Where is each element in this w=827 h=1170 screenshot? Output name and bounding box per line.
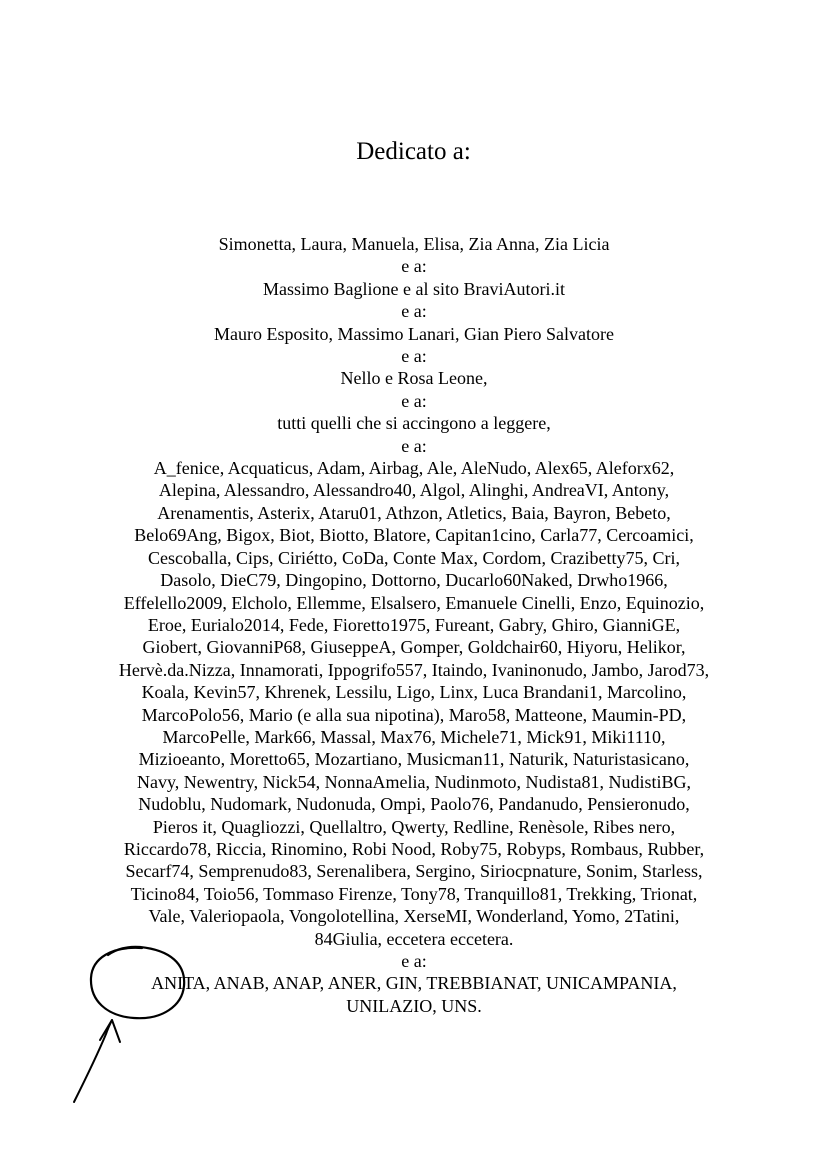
dedication-line: Vale, Valeriopaola, Vongolotellina, XerseMI, Wonderland, Yomo, 2Tatini, bbox=[148, 906, 680, 927]
dedication-line: A_fenice, Acquaticus, Adam, Airbag, Ale, AleNudo, Alex65, Aleforx62, bbox=[153, 458, 675, 479]
dedication-line: tutti quelli che si accingono a leggere, bbox=[277, 413, 551, 434]
dedication-line: Cescoballa, Cips, Ciriétto, CoDa, Conte Max, Cordom, Crazibetty75, Cri, bbox=[148, 547, 680, 568]
dedication-line: e a: bbox=[401, 951, 427, 971]
dedication-line: Alepina, Alessandro, Alessandro40, Algol, Alinghi, AndreaVI, Antony, bbox=[158, 480, 670, 501]
dedication-line: Riccardo78, Riccia, Rinomino, Robi Nood, Roby75, Robyps, Rombaus, Rubber, bbox=[123, 838, 705, 859]
dedication-line: Navy, Newentry, Nick54, NonnaAmelia, Nudinmoto, Nudista81, NudistiBG, bbox=[136, 771, 692, 792]
dedication-line: e a: bbox=[401, 301, 427, 322]
dedication-list bbox=[84, 233, 744, 1017]
dedication-line: Hervè.da.Nizza, Innamorati, Ippogrifo557, Itaindo, Ivaninonudo, Jambo, Jarod73, bbox=[118, 659, 710, 680]
dedication-line: Simonetta, Laura, Manuela, Elisa, Zia Anna, Zia Licia bbox=[218, 234, 610, 254]
dedication-line: Mauro Esposito, Massimo Lanari, Gian Piero Salvatore bbox=[214, 323, 614, 344]
dedication-line: Belo69Ang, Bigox, Biot, Biotto, Blatore, Capitan1cino, Carla77, Cercoamici, bbox=[134, 525, 694, 546]
dedication-line: MarcoPolo56, Mario (e alla sua nipotina), Maro58, Matteone, Maumin-PD, bbox=[141, 704, 687, 725]
dedication-line: Nudoblu, Nudomark, Nudonuda, Ompi, Paolo76, Pandanudo, Pensieronudo, bbox=[138, 794, 690, 815]
dedication-line: 84Giulia, eccetera eccetera. bbox=[314, 928, 514, 949]
dedication-line-organizations: ANITA, ANAB, ANAP, ANER, GIN, TREBBIANAT, UNICAMPANIA, bbox=[151, 973, 677, 994]
dedication-line: Pieros it, Quagliozzi, Quellaltro, Qwerty, Redline, Renèsole, Ribes nero, bbox=[152, 816, 676, 837]
dedication-line: Secarf74, Semprenudo83, Serenalibera, Sergino, Siriocpnature, Sonim, Starless, bbox=[125, 861, 703, 882]
dedication-line: Giobert, GiovanniP68, GiuseppeA, Gomper, Goldchair60, Hiyoru, Helikor, bbox=[142, 637, 686, 658]
dedication-line: e a: bbox=[401, 346, 427, 367]
dedication-line: e a: bbox=[401, 256, 427, 277]
dedication-line: Nello e Rosa Leone, bbox=[340, 368, 488, 389]
handwritten-arrow-shaft bbox=[74, 1020, 112, 1102]
dedication-line: Dasolo, DieC79, Dingopino, Dottorno, Ducarlo60Naked, Drwho1966, bbox=[160, 570, 668, 591]
dedication-line: Mizioeanto, Moretto65, Mozartiano, Musicman11, Naturik, Naturistasicano, bbox=[138, 749, 690, 770]
dedication-line: e a: bbox=[401, 390, 427, 411]
dedication-line: Eroe, Eurialo2014, Fede, Fioretto1975, Fureant, Gabry, Ghiro, GianniGE, bbox=[147, 614, 681, 635]
dedication-line: MarcoPelle, Mark66, Massal, Max76, Michele71, Mick91, Miki1110, bbox=[162, 726, 666, 747]
dedication-line: Koala, Kevin57, Khrenek, Lessilu, Ligo, Linx, Luca Brandani1, Marcolino, bbox=[141, 682, 687, 703]
dedication-line-organizations: UNILAZIO, UNS. bbox=[346, 995, 482, 1016]
dedication-line: Effelello2009, Elcholo, Ellemme, Elsalsero, Emanuele Cinelli, Enzo, Equinozio, bbox=[123, 592, 705, 613]
dedication-line: Ticino84, Toio56, Tommaso Firenze, Tony78, Tranquillo81, Trekking, Trionat, bbox=[130, 883, 698, 904]
page-title: Dedicato a: bbox=[356, 138, 471, 165]
dedication-line: e a: bbox=[401, 435, 427, 456]
dedication-line: Arenamentis, Asterix, Ataru01, Athzon, Atletics, Baia, Bayron, Bebeto, bbox=[157, 502, 671, 523]
handwritten-arrow-head bbox=[100, 1020, 120, 1042]
dedication-line: Massimo Baglione e al sito BraviAutori.it bbox=[263, 278, 565, 299]
